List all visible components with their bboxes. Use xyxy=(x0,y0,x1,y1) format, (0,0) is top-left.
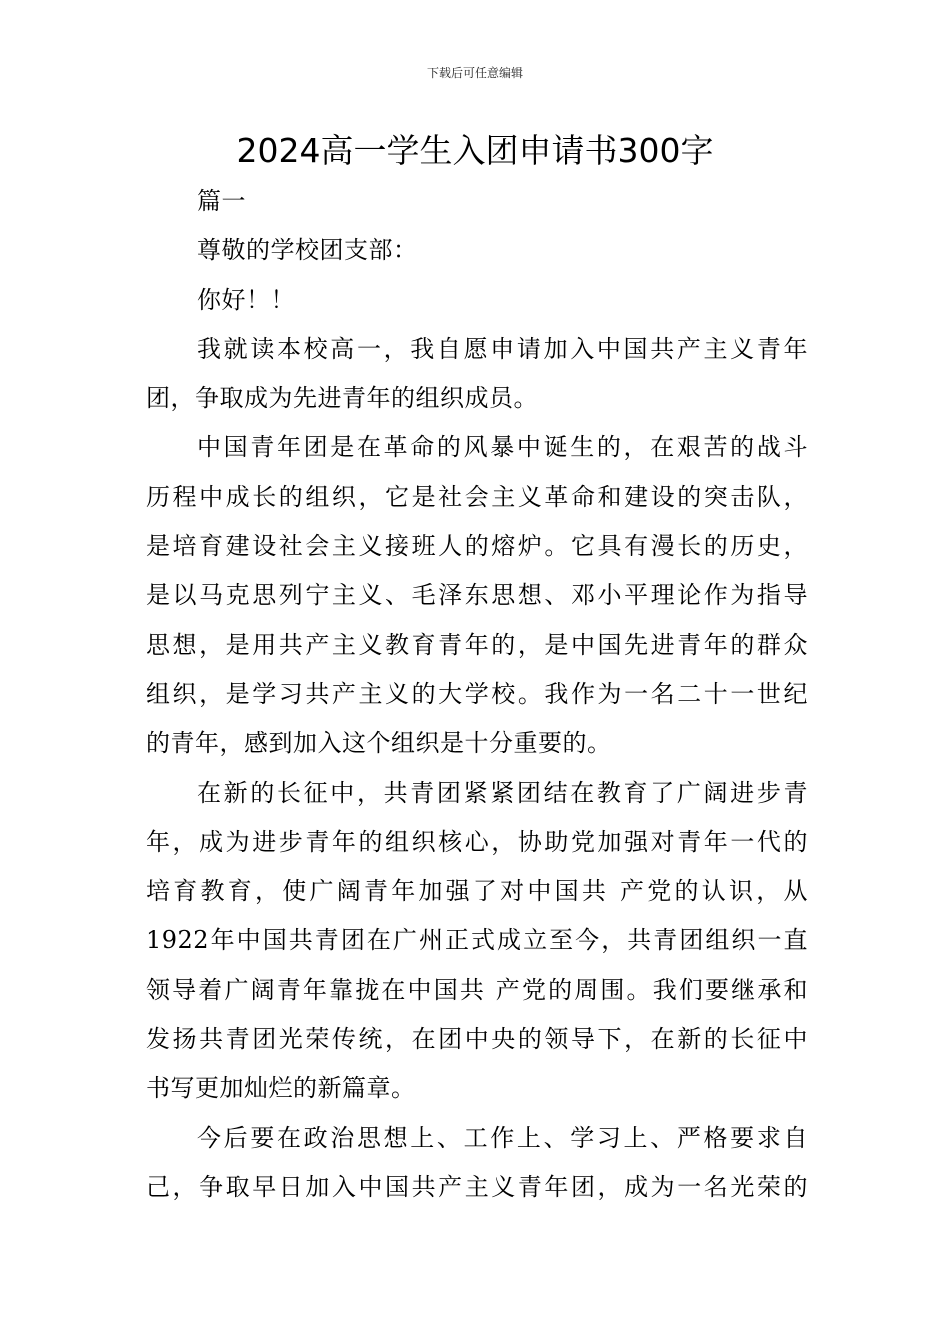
paragraph-line: 培育教育，使广阔青年加强了对中国共 产党的认识，从 xyxy=(146,877,808,906)
paragraph-line: 我就读本校高一，我自愿申请加入中国共产主义青年 xyxy=(197,334,808,363)
paragraph-line: 是以马克思列宁主义、毛泽东思想、邓小平理论作为指导 xyxy=(146,581,808,610)
paragraph-line: 的青年，感到加入这个组织是十分重要的。 xyxy=(146,729,612,758)
paragraph-line: 年，成为进步青年的组织核心，协助党加强对青年一代的 xyxy=(146,827,808,856)
paragraph-line: 领导着广阔青年靠拢在中国共 产党的周围。我们要继承和 xyxy=(146,975,808,1004)
paragraph-line: 中国青年团是在革命的风暴中诞生的，在艰苦的战斗 xyxy=(197,433,808,462)
salutation: 尊敬的学校团支部： xyxy=(197,236,418,265)
paragraph-line: 己，争取早日加入中国共产主义青年团，成为一名光荣的 xyxy=(146,1172,808,1201)
paragraph-line: 书写更加灿烂的新篇章。 xyxy=(146,1074,416,1103)
section-label: 篇一 xyxy=(197,187,246,215)
paragraph-line: 是培育建设社会主义接班人的熔炉。它具有漫长的历史， xyxy=(146,532,808,561)
paragraph-2 xyxy=(146,423,808,768)
header-note: 下载后可任意编辑 xyxy=(426,66,523,80)
paragraph-4 xyxy=(146,1114,808,1213)
document-title: 2024高一学生入团申请书300字 xyxy=(236,131,714,170)
paragraph-line: 团，争取成为先进青年的组织成员。 xyxy=(146,384,538,413)
document-body xyxy=(146,177,808,1212)
paragraph-line: 1922年中国共青团在广州正式成立至今，共青团组织一直 xyxy=(146,926,808,955)
paragraph-3 xyxy=(146,769,808,1114)
paragraph-line: 发扬共青团光荣传统，在团中央的领导下，在新的长征中 xyxy=(146,1025,808,1054)
paragraph-line: 历程中成长的组织，它是社会主义革命和建设的突击队， xyxy=(146,482,808,511)
paragraph-1 xyxy=(146,325,808,424)
paragraph-line: 今后要在政治思想上、工作上、学习上、严格要求自 xyxy=(197,1123,808,1152)
paragraph-line: 思想，是用共产主义教育青年的，是中国先进青年的群众 xyxy=(146,630,808,659)
paragraph-line: 组织，是学习共产主义的大学校。我作为一名二十一世纪 xyxy=(146,679,808,708)
paragraph-line: 在新的长征中，共青团紧紧团结在教育了广阔进步青 xyxy=(197,778,808,807)
greeting: 你好！！ xyxy=(197,285,295,314)
